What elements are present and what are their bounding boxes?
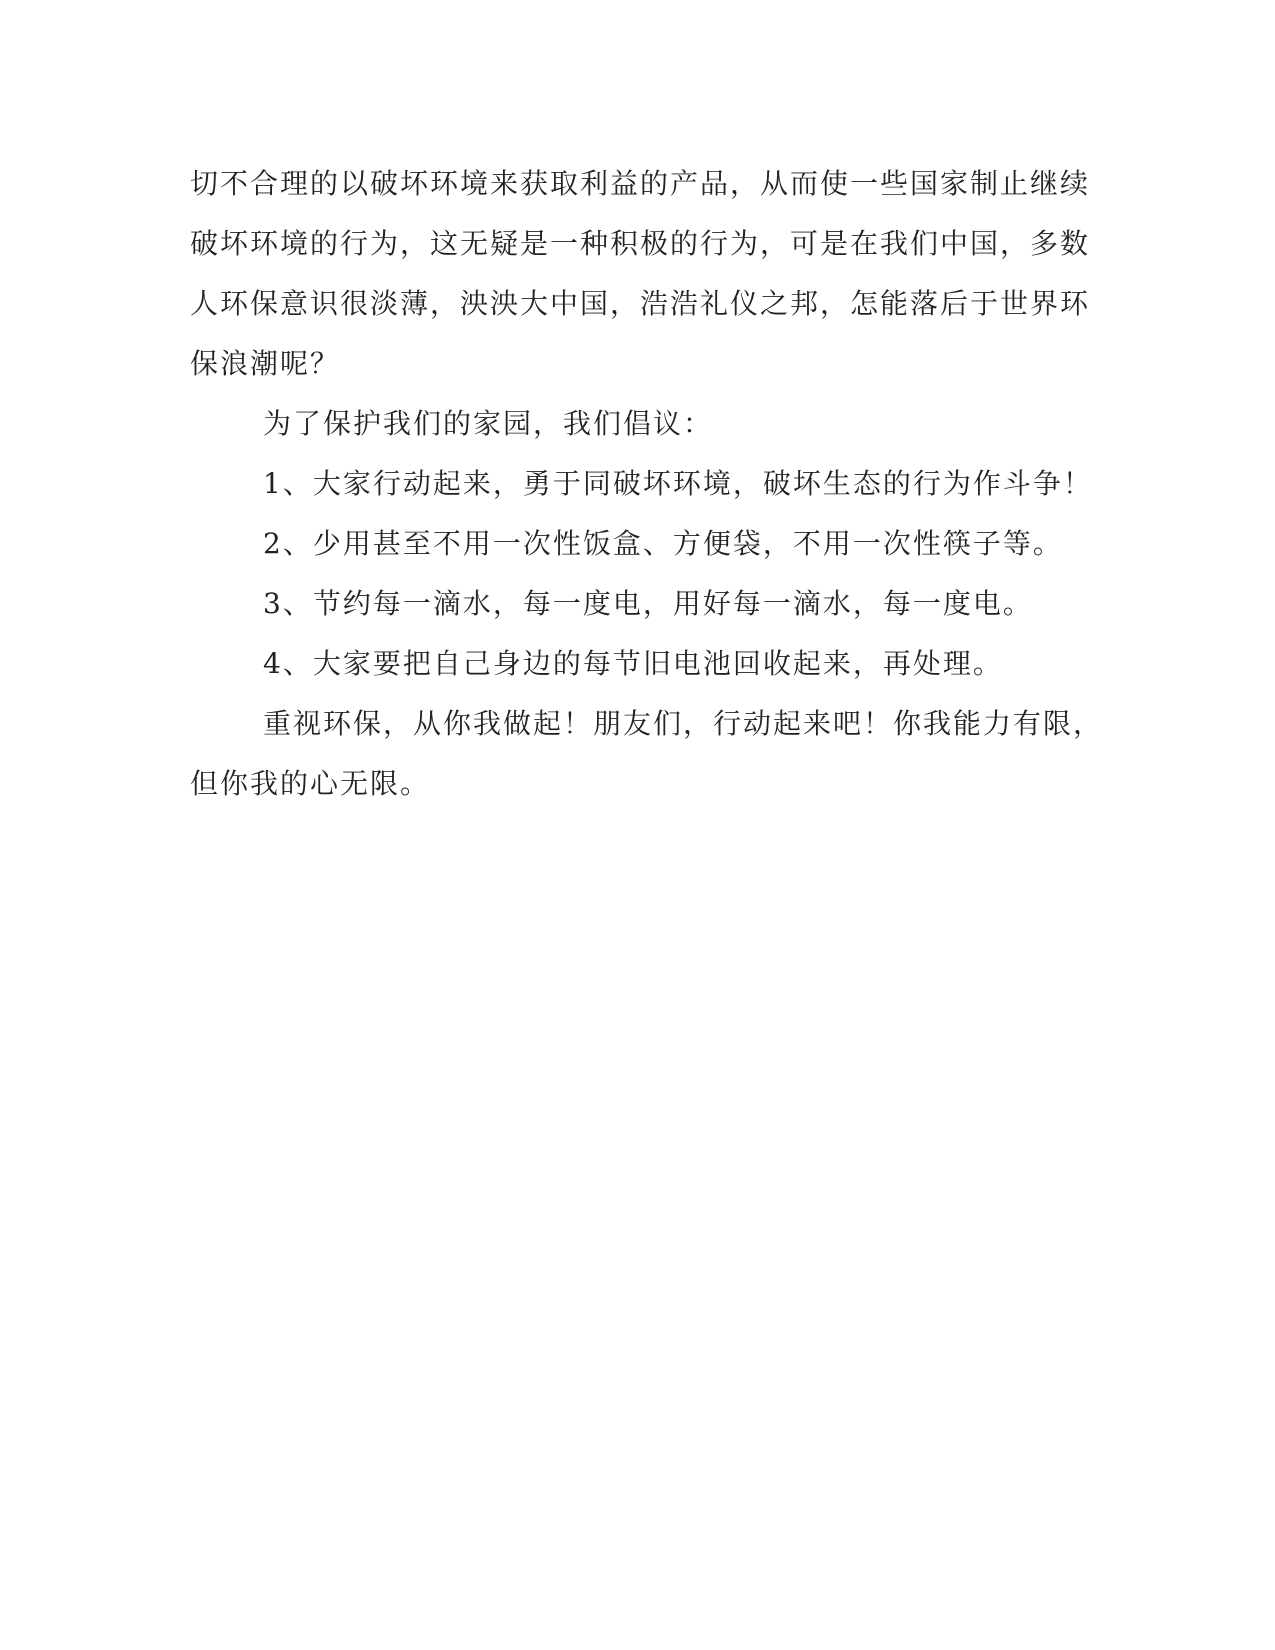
proposal-intro: 为了保护我们的家园，我们倡议： (263, 407, 714, 440)
paragraph-line: 破坏环境的行为，这无疑是一种积极的行为，可是在我们中国，多数 (190, 227, 1091, 260)
closing-line: 但你我的心无限。 (190, 767, 431, 800)
proposal-item: 2、少用甚至不用一次性饭盒、方便袋，不用一次性筷子等。 (263, 527, 1063, 560)
paragraph-line: 保浪潮呢？ (190, 347, 341, 380)
proposal-item: 1、大家行动起来，勇于同破坏环境，破坏生态的行为作斗争！ (263, 467, 1093, 500)
proposal-item: 3、节约每一滴水，每一度电，用好每一滴水，每一度电。 (263, 587, 1033, 620)
proposal-item: 4、大家要把自己身边的每节旧电池回收起来，再处理。 (263, 647, 1003, 680)
paragraph-line: 切不合理的以破坏环境来获取利益的产品，从而使一些国家制止继续 (190, 167, 1091, 200)
closing-line: 重视环保，从你我做起！朋友们，行动起来吧！你我能力有限， (263, 707, 1104, 740)
paragraph-line: 人环保意识很淡薄，泱泱大中国，浩浩礼仪之邦，怎能落后于世界环 (190, 287, 1091, 320)
